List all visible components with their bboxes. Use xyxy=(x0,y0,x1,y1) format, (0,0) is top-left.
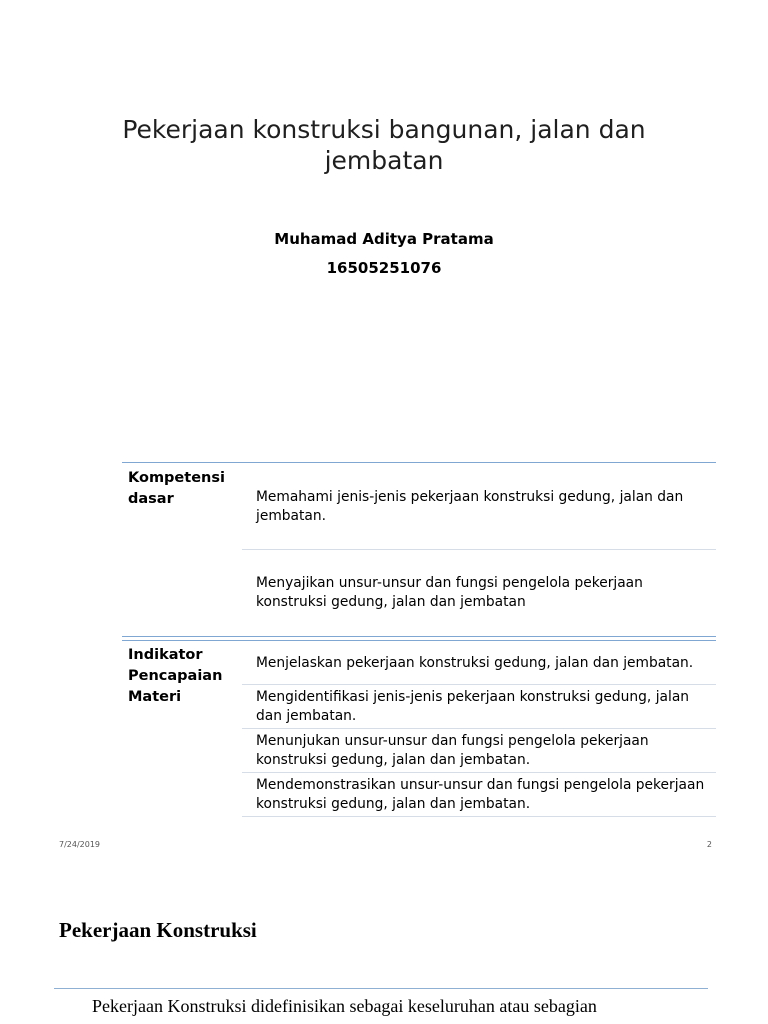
row-divider xyxy=(242,684,716,685)
section-heading: Pekerjaan Konstruksi xyxy=(59,918,257,942)
footer-page-number: 2 xyxy=(706,840,712,849)
indicator-item: Mengidentifikasi jenis-jenis pekerjaan konstruksi gedung, jalan dan jembatan. xyxy=(256,689,690,724)
footer-date: 7/24/2019 xyxy=(59,840,101,849)
kd-item: Memahami jenis-jenis pekerjaan konstruksi gedung, jalan dan jembatan. xyxy=(256,489,684,524)
table-top-rule xyxy=(122,462,716,463)
table-bottom-rule xyxy=(242,816,716,817)
section-divider xyxy=(122,640,716,641)
row-divider xyxy=(242,728,716,729)
body-paragraph: Pekerjaan Konstruksi didefinisikan sebagai keseluruhan atau sebagian xyxy=(92,996,597,1016)
indicator-label: Indikator Pencapaian Materi xyxy=(128,647,223,705)
indicator-item: Menunjukan unsur-unsur dan fungsi pengelola pekerjaan konstruksi gedung, jalan dan jembatan. xyxy=(256,733,649,768)
author-name: Muhamad Aditya Pratama xyxy=(274,230,494,248)
indicator-item: Menjelaskan pekerjaan konstruksi gedung, jalan dan jembatan. xyxy=(256,655,694,671)
slide-title: Pekerjaan konstruksi bangunan, jalan dan jembatan xyxy=(122,115,646,175)
kd-label: Kompetensi dasar xyxy=(128,470,225,507)
section-rule xyxy=(54,988,708,989)
indicator-item: Mendemonstrasikan unsur-unsur dan fungsi pengelola pekerjaan konstruksi gedung, jalan dan jembatan. xyxy=(256,777,705,812)
row-divider xyxy=(242,549,716,550)
row-divider xyxy=(242,772,716,773)
kd-item: Menyajikan unsur-unsur dan fungsi pengelola pekerjaan konstruksi gedung, jalan dan jembatan xyxy=(256,575,643,610)
section-divider xyxy=(122,636,716,637)
student-id: 16505251076 xyxy=(326,259,442,277)
